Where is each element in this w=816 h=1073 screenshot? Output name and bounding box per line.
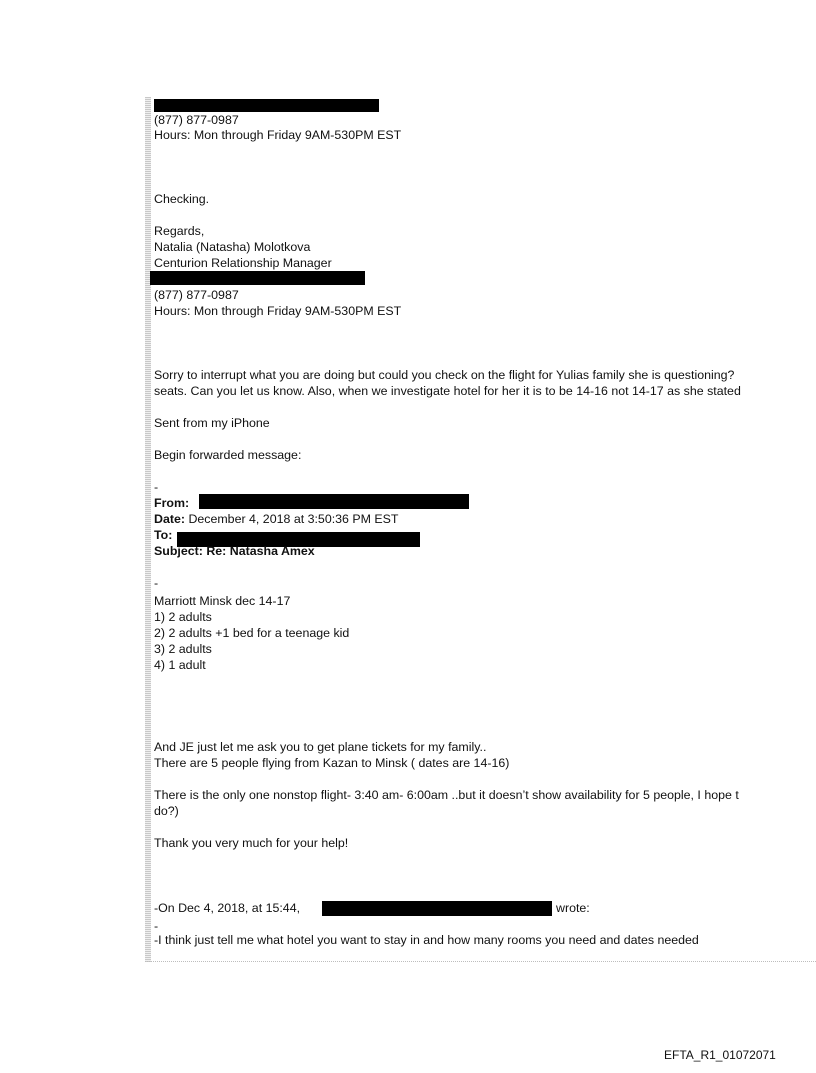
- room-2: 2) 2 adults +1 bed for a teenage kid: [154, 626, 350, 640]
- redaction-from: [199, 494, 469, 509]
- phone-1: (877) 877-0987: [154, 113, 239, 127]
- header-dash: -: [154, 480, 159, 494]
- hours-2: Hours: Mon through Friday 9AM-530PM EST: [154, 304, 402, 318]
- para1-line-2: There are 5 people flying from Kazan to Minsk ( dates are 14-16): [154, 756, 510, 770]
- hours-1: Hours: Mon through Friday 9AM-530PM EST: [154, 128, 402, 142]
- subject-line: [154, 544, 315, 558]
- to-label: To:: [154, 528, 173, 542]
- quote-bottom-border: [145, 961, 816, 962]
- redaction-email-1: [154, 99, 379, 112]
- date-label: Date:: [154, 512, 185, 526]
- signature-title: Centurion Relationship Manager: [154, 256, 332, 270]
- room-3: 3) 2 adults: [154, 642, 212, 656]
- quoted-dash: -: [154, 919, 159, 933]
- document-id: EFTA_R1_01072071: [664, 1048, 776, 1062]
- para2-line-2: do?): [154, 804, 179, 818]
- date-line: [154, 512, 399, 526]
- signature-name: Natalia (Natasha) Molotkova: [154, 240, 311, 254]
- subject-value: Re: Natasha Amex: [206, 544, 315, 558]
- quoted-wrote: wrote:: [556, 901, 590, 915]
- sent-from: Sent from my iPhone: [154, 416, 270, 430]
- begin-forwarded: Begin forwarded message:: [154, 448, 302, 462]
- reply-body: Checking.: [154, 192, 210, 206]
- forward-note-line-1: Sorry to interrupt what you are doing but could you check on the flight for Yulias family she is questioning?: [154, 368, 735, 382]
- redaction-quoted-sender: [322, 901, 552, 916]
- quoted-text: -I think just tell me what hotel you want to stay in and how many rooms you need and dates needed: [154, 933, 699, 947]
- thanks: Thank you very much for your help!: [154, 836, 349, 850]
- phone-2: (877) 877-0987: [154, 288, 239, 302]
- redaction-email-2: [150, 271, 365, 285]
- room-4: 4) 1 adult: [154, 658, 206, 672]
- quoted-on-prefix: -On Dec 4, 2018, at 15:44,: [154, 901, 301, 915]
- message-dash: -: [154, 576, 159, 590]
- quote-bar: [145, 97, 151, 962]
- from-label: From:: [154, 496, 190, 510]
- subject-label: Subject:: [154, 544, 203, 558]
- hotel-line: Marriott Minsk dec 14-17: [154, 594, 291, 608]
- para2-line-1: There is the only one nonstop flight- 3:40 am- 6:00am ..but it doesn’t show availability for 5 people, I hope t: [154, 788, 739, 802]
- room-1: 1) 2 adults: [154, 610, 212, 624]
- date-value: December 4, 2018 at 3:50:36 PM EST: [188, 512, 399, 526]
- para1-line-1: And JE just let me ask you to get plane tickets for my family..: [154, 740, 487, 754]
- reply-regards: Regards,: [154, 224, 205, 238]
- forward-note-line-2: seats. Can you let us know. Also, when we investigate hotel for her it is to be 14-16 not 14-17 as she stated: [154, 384, 741, 398]
